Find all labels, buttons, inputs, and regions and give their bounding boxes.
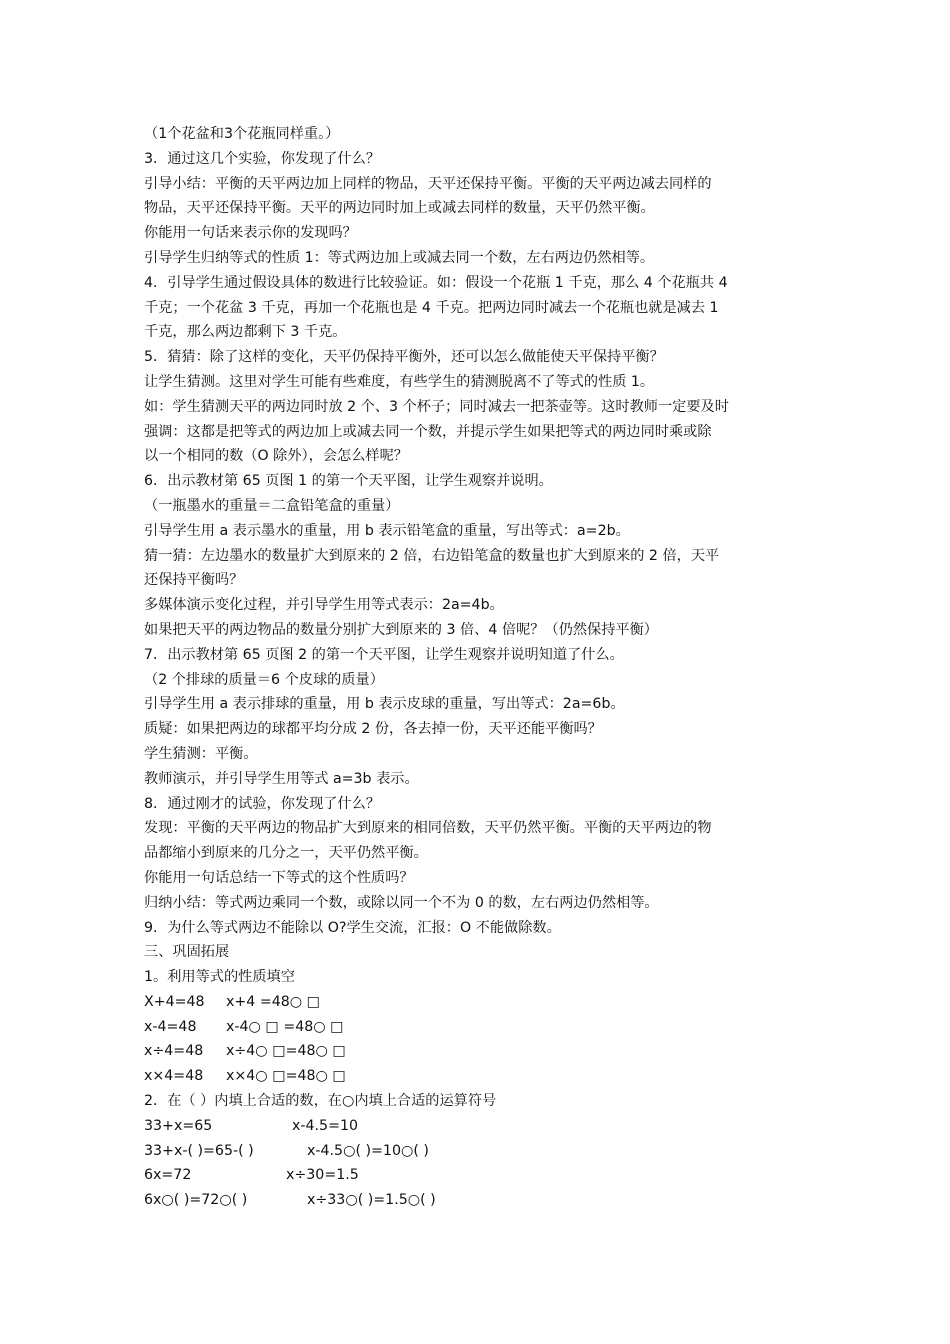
text-line: 千克；一个花盆 3 千克，再加一个花瓶也是 4 千克。把两边同时减去一个花瓶也就是减去 1: [144, 299, 719, 316]
fill-in-equation: x÷30=1.5: [286, 1167, 359, 1184]
text-line: 品都缩小到原来的几分之一，天平仍然平衡。: [144, 845, 428, 862]
exercise-2-row: [144, 1114, 814, 1139]
text-line: 还保持平衡吗？: [144, 572, 244, 589]
exercise-2-row: [144, 1139, 814, 1164]
exercise-2-list: [144, 1114, 814, 1213]
exercise-2-row: [144, 1188, 814, 1213]
text-line: 如果把天平的两边物品的数量分别扩大到原来的 3 倍、4 倍呢？（仍然保持平衡）: [144, 621, 658, 638]
equation: 33+x=65: [144, 1117, 213, 1134]
equation: x÷4=48: [144, 1043, 204, 1060]
text-line: 你能用一句话总结一下等式的这个性质吗？: [144, 869, 414, 886]
text-line: 三、巩固拓展: [144, 944, 230, 961]
text-line: （一瓶墨水的重量＝二盒铅笔盒的重量）: [144, 497, 400, 514]
exercise-1-list: [144, 990, 814, 1089]
exercise-2-row: [144, 1163, 814, 1188]
text-line: （2 个排球的质量＝6 个皮球的质量）: [144, 671, 384, 688]
text-line: 引导学生归纳等式的性质 1：等式两边加上或减去同一个数，左右两边仍然相等。: [144, 249, 655, 266]
text-line: 4．引导学生通过假设具体的数进行比较验证。如：假设一个花瓶 1 千克，那么 4 个花瓶共 4: [144, 274, 728, 291]
exercise-1-row: [144, 1039, 814, 1064]
fill-in-equation: x+4 =48○ □: [226, 993, 321, 1010]
text-line: 物品，天平还保持平衡。天平的两边同时加上或减去同样的数量，天平仍然平衡。: [144, 200, 655, 217]
equation: x-4=48: [144, 1018, 197, 1035]
fill-in-equation: x-4○ □ =48○ □: [226, 1018, 344, 1035]
equation: 6x○( )=72○( ): [144, 1192, 248, 1209]
text-line: 猜一猜：左边墨水的数量扩大到原来的 2 倍，右边铅笔盒的数量也扩大到原来的 2 倍，天平: [144, 547, 720, 564]
text-line: （1个花盆和3个花瓶同样重。）: [144, 126, 340, 142]
text-line: 1。利用等式的性质填空: [144, 969, 295, 986]
text-line: 强调：这都是把等式的两边加上或减去同一个数，并提示学生如果把等式的两边同时乘或除: [144, 423, 712, 440]
text-line: 9．为什么等式两边不能除以 O?学生交流，汇报：O 不能做除数。: [144, 919, 561, 936]
fill-in-equation: x-4.5=10: [292, 1117, 359, 1134]
text-line: 如：学生猜测天平的两边同时放 2 个、3 个杯子；同时减去一把茶壶等。这时教师一定要及时: [144, 398, 729, 415]
text-line: 多媒体演示变化过程，并引导学生用等式表示：2a=4b。: [144, 597, 504, 614]
text-line: 归纳小结：等式两边乘同一个数，或除以同一个不为 0 的数，左右两边仍然相等。: [144, 894, 659, 911]
text-line: 发现：平衡的天平两边的物品扩大到原来的相同倍数，天平仍然平衡。平衡的天平两边的物: [144, 820, 712, 837]
text-line: 以一个相同的数（O 除外），会怎么样呢？: [144, 448, 408, 465]
text-line: 引导学生用 a 表示排球的重量，用 b 表示皮球的重量，写出等式：2a=6b。: [144, 696, 625, 713]
fill-in-equation: x×4○ □=48○ □: [226, 1068, 346, 1085]
text-line: 学生猜测：平衡。: [144, 745, 258, 762]
equation: 6x=72: [144, 1167, 192, 1184]
document-page: [144, 122, 814, 1213]
text-line: 5．猜猜：除了这样的变化，天平仍保持平衡外，还可以怎么做能使天平保持平衡？: [144, 349, 664, 366]
text-body: [144, 122, 814, 990]
fill-in-equation: x÷4○ □=48○ □: [226, 1043, 346, 1060]
equation: X+4=48: [144, 993, 205, 1010]
exercise-1-row: [144, 1064, 814, 1089]
text-line: 引导小结：平衡的天平两边加上同样的物品，天平还保持平衡。平衡的天平两边减去同样的: [144, 175, 712, 192]
exercise-2-title: 2．在（ ）内填上合适的数，在○内填上合适的运算符号: [144, 1093, 497, 1110]
text-line: 教师演示，并引导学生用等式 a=3b 表示。: [144, 770, 419, 787]
fill-in-equation: x-4.5○( )=10○( ): [307, 1142, 429, 1159]
equation: 33+x-( )=65-( ): [144, 1142, 254, 1159]
text-line: 6．出示教材第 65 页图 1 的第一个天平图，让学生观察并说明。: [144, 473, 553, 490]
text-line: 引导学生用 a 表示墨水的重量，用 b 表示铅笔盒的重量，写出等式：a=2b。: [144, 522, 630, 539]
text-line: 7．出示教材第 65 页图 2 的第一个天平图，让学生观察并说明知道了什么。: [144, 646, 624, 663]
exercise-1-row: [144, 1015, 814, 1040]
text-line: 质疑：如果把两边的球都平均分成 2 份，各去掉一份，天平还能平衡吗？: [144, 721, 602, 738]
text-line: 3．通过这几个实验，你发现了什么？: [144, 150, 381, 167]
text-line: 8．通过刚才的试验，你发现了什么？: [144, 795, 381, 812]
text-line: 让学生猜测。这里对学生可能有些难度，有些学生的猜测脱离不了等式的性质 1。: [144, 373, 655, 390]
fill-in-equation: x÷33○( )=1.5○( ): [307, 1192, 436, 1209]
equation: x×4=48: [144, 1068, 204, 1085]
exercise-1-row: [144, 990, 814, 1015]
text-line: 千克，那么两边都剩下 3 千克。: [144, 324, 347, 341]
text-line: 你能用一句话来表示你的发现吗？: [144, 225, 357, 242]
